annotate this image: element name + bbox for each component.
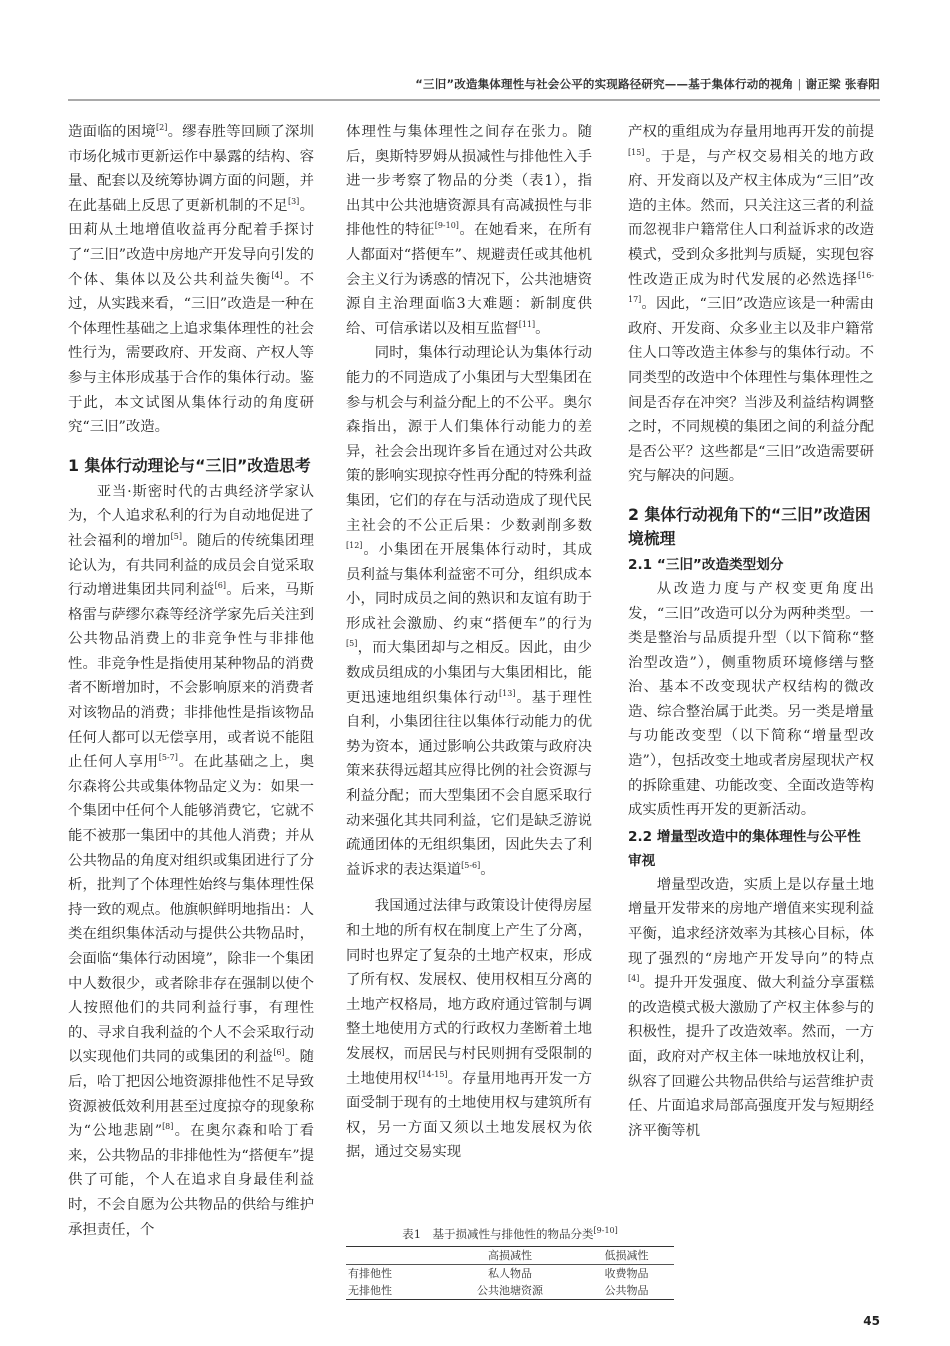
citation: [16-17] (628, 270, 874, 305)
citation: [5] (346, 639, 358, 649)
citation: [5] (170, 532, 182, 542)
table-header-cell: 低损减性 (604, 1249, 649, 1262)
table-row (346, 1265, 674, 1283)
citation: [2] (156, 123, 168, 133)
paragraph: 造面临的困境[2]。缪春胜等回顾了深圳市场化城市更新运作中暴露的结构、容量、配套以及统筹协调方面的问题，并在此基础上反思了更新机制的不足[3]。田莉从土地增值收益再分配着手探讨了“三旧”改造中房地产开发导向引发的个体、集体以及公共利益失衡[4]。不过，从实践来看，“三旧”改造是一种在个体理性基础之上追求集体理性的社会性行为，需要政府、开发商、产权人等参与主体形成基于合作的集体行动。鉴于此，本文试图从集体行动的角度研究“三旧”改造。 (68, 123, 314, 436)
column-2 (346, 120, 592, 1165)
citation: [6] (273, 1048, 285, 1058)
subsection-heading-2-1: 2.1 “三旧”改造类型划分 (628, 556, 784, 573)
table-row-header: 有排他性 (348, 1267, 392, 1280)
citation: [15] (628, 147, 645, 157)
column-3 (628, 120, 874, 1143)
citation: [12] (346, 541, 363, 551)
header-title: “三旧”改造集体理性与社会公平的实现路径研究——基于集体行动的视角 (415, 77, 794, 91)
subsection-heading-2-2: 2.2 增量型改造中的集体理性与公平性审视 (628, 828, 861, 869)
citation: [4] (271, 270, 283, 280)
table-header-cell (346, 1247, 441, 1265)
section-heading-1: 1 集体行动理论与“三旧”改造思考 (68, 455, 311, 475)
citation: [11] (518, 319, 536, 329)
paragraph: 亚当·斯密时代的古典经济学家认为，个人追求私利的行为自动地促进了社会福利的增加[5]。随后的传统集团理论认为，有共同利益的成员会自觉采取行动增进集团共同利益[6]。后来，马斯格雷与萨缪尔森等经济学家先后关注到公共物品消费上的非竞争性与非排他性。非竞争性是指使用某种物品的消费者不断增加时，不会影响原来的消费者对该物品的消费；非排他性是指该物品任何人都可以无偿享用，或者说不能阻止任何人享用[5-7]。在此基础之上，奥尔森将公共或集体物品定义为：如果一个集团中任何个人能够消费它，它就不能不被那一集团中的其他人消费；并从公共物品的角度对组织或集团进行了分析，批判了个体理性始终与集体理性保持一致的观点。他旗帜鲜明地指出：人类在组织集体活动与提供公共物品时，会面临“集体行动困境”，除非一个集团中人数很少，或者除非存在强制以使个人按照他们的共同利益行事，有理性的、寻求自我利益的个人不会采取行动以实现他们共同的或集团的利益[6]。随后，哈丁把因公地资源排他性不足导致资源被低效利用甚至过度掠夺的现象称为“公地悲剧”[8]。在奥尔森和哈丁看来，公共物品的非排他性为“搭便车”提供了可能，个人在追求自身最佳利益时，不会自愿为公共物品的供给与维护承担责任，个 (68, 483, 314, 1238)
citation: [9-10] (434, 221, 459, 231)
paragraph: 从改造力度与产权变更角度出发，“三旧”改造可以分为两种类型。一类是整治与品质提升型（以下简称“整治型改造”），侧重物质环境修缮与整治、基本不改变现状产权结构的微改造、综合整治属于此类。另一类是增量与功能改变型（以下简称“增量型改造”），包括改变土地或者房屋现状产权的拆除重建、功能改变、全面改造等构成实质性再开发的更新活动。 (628, 580, 874, 819)
page-number: 45 (863, 1314, 880, 1328)
header-rule (68, 99, 880, 101)
citation: [4] (628, 974, 640, 984)
table-caption: 表1 基于损减性与排他性的物品分类[9-10] (402, 1226, 618, 1241)
column-1 (68, 120, 314, 1242)
table-row-header: 无排他性 (348, 1284, 392, 1297)
citation: [6] (214, 581, 226, 591)
citation: [3] (287, 196, 300, 206)
citation: [5-7] (158, 753, 178, 763)
paragraph: 我国通过法律与政策设计使得房屋和土地的所有权在制度上产生了分离，同时也界定了复杂的土地产权束，形成了所有权、发展权、使用权相互分离的土地产权格局，地方政府通过管制与调整土地使用方式的行政权力垄断着土地发展权，而居民与村民则拥有受限制的土地使用权[14-15]。存量用地再开发一方面受制于现有的土地使用权与建筑所有权，另一方面又须以土地发展权为依据，通过交易实现 (346, 898, 592, 1161)
table-row (346, 1282, 674, 1300)
paragraph: 同时，集体行动理论认为集体行动能力的不同造成了小集团与大型集团在参与机会与利益分配上的不公平。奥尔森指出，源于人们集体行动能力的差异，社会会出现许多旨在通过对公共政策的影响实现掠夺性再分配的特殊利益集团，它们的存在与活动造成了现代民主社会的不公正后果：少数剥削多数[12]。小集团在开展集体行动时，其成员利益与集体利益密不可分，组织成本小，同时成员之间的熟识和友谊有助于形成社会激励、约束“搭便车”的行为[5]，而大集团却与之相反。因此，由少数成员组成的小集团与大集团相比，能更迅速地组织集体行动[13]。基于理性自利，小集团往往以集体行动能力的优势为资本，通过影响公共政策与政府决策来获得远超其应得比例的社会资源与利益分配；而大型集团不会自愿采取行动来强化其共同利益，它们是缺乏游说疏通团体的无组织集团，因此失去了利益诉求的表达渠道[5-6]。 (346, 345, 592, 878)
table-cell: 私人物品 (487, 1267, 532, 1280)
header-authors: 谢正梁 张春阳 (805, 77, 880, 91)
citation: [9-10] (593, 1226, 618, 1236)
section-heading-2: 2 集体行动视角下的“三旧”改造困境梳理 (628, 504, 871, 548)
paragraph: 增量型改造，实质上是以存量土地增量开发带来的房地产增值来实现利益平衡，追求经济效率为其核心目标，体现了强烈的“房地产开发导向”的特点[4]。提升开发强度、做大利益分享蛋糕的改造模式极大激励了产权主体参与的积极性，提升了改造效率。然而，一方面，政府对产权主体一味地放权让利，纵容了回避公共物品供给与运营维护责任、片面追求局部高强度开发与短期经济平衡等机 (628, 876, 874, 1139)
running-header (415, 76, 880, 92)
table-1 (346, 1226, 674, 1300)
paragraph: 体理性与集体理性之间存在张力。随后，奥斯特罗姆从损减性与排他性入手进一步考察了物品的分类（表1），指出其中公共池塘资源具有高减损性与非排他性的特征[9-10]。在她看来，在所有人都面对“搭便车”、规避责任或其他机会主义行为诱惑的情况下，公共池塘资源自主治理面临3大难题：新制度供给、可信承诺以及相互监督[11]。 (346, 124, 592, 337)
citation: [14-15] (418, 1069, 448, 1079)
paragraph: 产权的重组成为存量用地再开发的前提[15]。于是，与产权交易相关的地方政府、开发商以及产权主体成为“三旧”改造的主体。然而，只关注这三者的利益而忽视非户籍常住人口利益诉求的改造模式，受到众多批判与质疑，实现包容性改造正成为时代发展的必然选择[16-17]。因此，“三旧”改造应该是一种需由政府、开发商、众多业主以及非户籍常住人口等改造主体参与的集体行动。不同类型的改造中个体理性与集体理性之间是否存在冲突？当涉及利益结构调整之时，不同规模的集团之间的利益分配是否公平？这些都是“三旧”改造需要研究与解决的问题。 (628, 124, 874, 485)
table-header-row (346, 1247, 674, 1265)
citation: [5-6] (461, 861, 481, 871)
header-separator: | (797, 77, 802, 91)
table-cell: 收费物品 (604, 1267, 649, 1280)
table-cell: 公共物品 (604, 1284, 649, 1297)
citation: [8] (162, 1122, 174, 1132)
classification-table (346, 1246, 674, 1300)
table-header-cell: 高损减性 (487, 1249, 532, 1262)
citation: [13] (499, 688, 516, 698)
table-cell: 公共池塘资源 (476, 1284, 543, 1297)
